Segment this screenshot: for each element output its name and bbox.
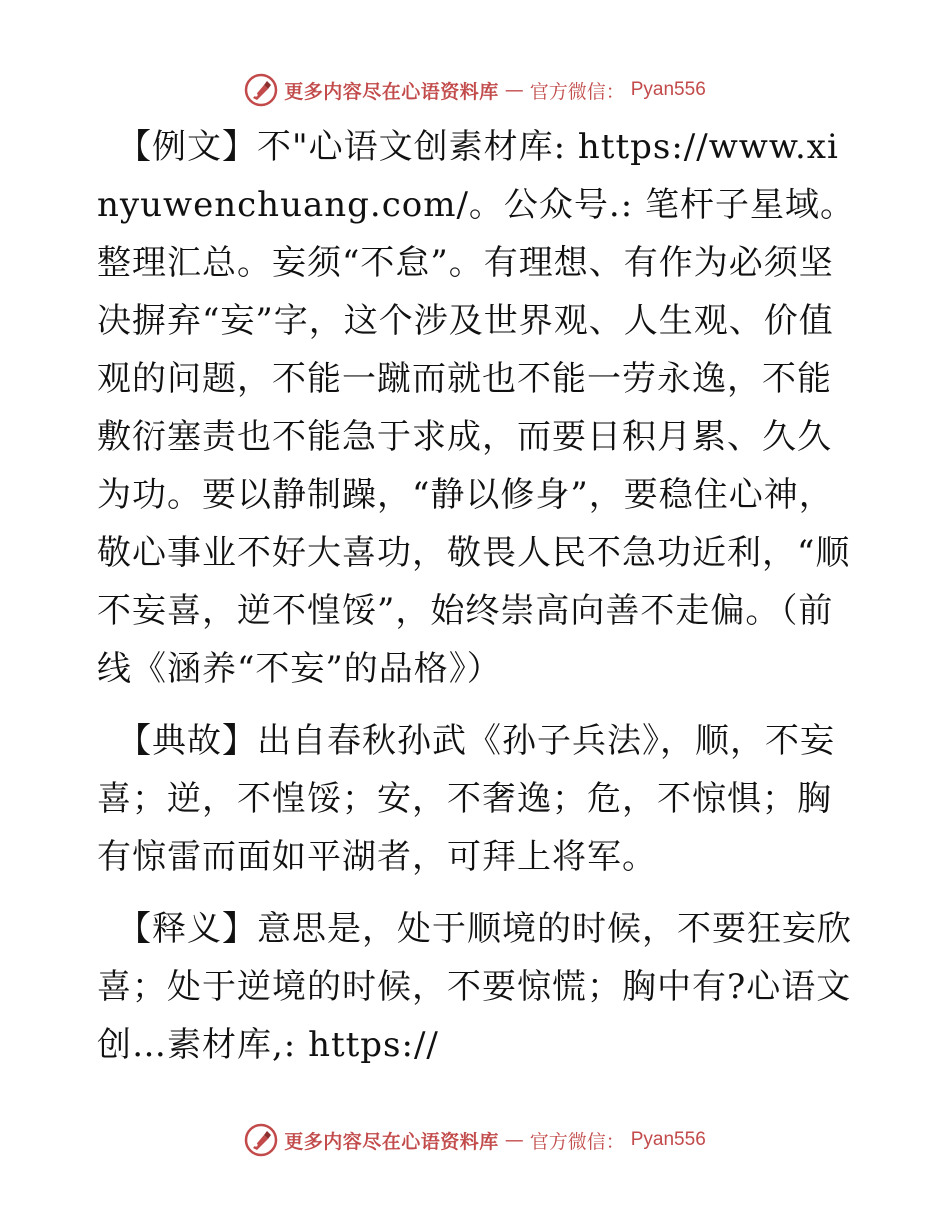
paragraph-interpretation: 【释义】意思是，处于顺境的时候，不要狂妄欣喜；处于逆境的时候，不要惊慌；胸中有?心语文创…素材库,: https://	[97, 909, 852, 1065]
document-body	[97, 118, 857, 1088]
paragraph-example-text: 【例文】不"心语文创素材库: https://www.xinyuwenchuang.com/。公众号.: 笔杆子星域。整理汇总。妄须“不怠”。有理想、有作为必须坚决摒弃“妄”字，这个涉及世界观、人生观、价值观的问题，不能一蹴而就也不能一劳永逸，不能敷衍塞责也不能急于求成，而要日积月累、久久为功。要以静制躁，“静以修身”，要稳住心神，敬心事业不好大喜功，敬畏人民不急功近利，“顺不妄喜，逆不惶馁”，始终崇高向善不走偏。（前线《涵养“不妄”的品格》）	[97, 127, 855, 689]
header-watermark-banner	[0, 70, 950, 110]
banner-wechat-label: 官方微信：	[529, 80, 625, 103]
banner-wechat-label: 官方微信：	[529, 1130, 625, 1153]
banner-main-text: 更多内容尽在心语资料库	[284, 80, 499, 103]
pen-nib-circle-icon	[244, 73, 278, 107]
footer-watermark-banner	[0, 1120, 950, 1160]
banner-separator: —	[504, 1129, 524, 1151]
banner-wechat-id: Pyan556	[630, 1129, 706, 1150]
banner-main-text: 更多内容尽在心语资料库	[284, 1130, 499, 1153]
banner-separator: —	[504, 79, 524, 101]
paragraph-allusion: 【典故】出自春秋孙武《孙子兵法》，顺，不妄喜；逆，不惶馁；安，不奢逸；危，不惊惧；胸有惊雷而面如平湖者，可拜上将军。	[97, 721, 835, 877]
banner-wechat-id: Pyan556	[630, 79, 706, 100]
pen-nib-circle-icon	[244, 1123, 278, 1157]
